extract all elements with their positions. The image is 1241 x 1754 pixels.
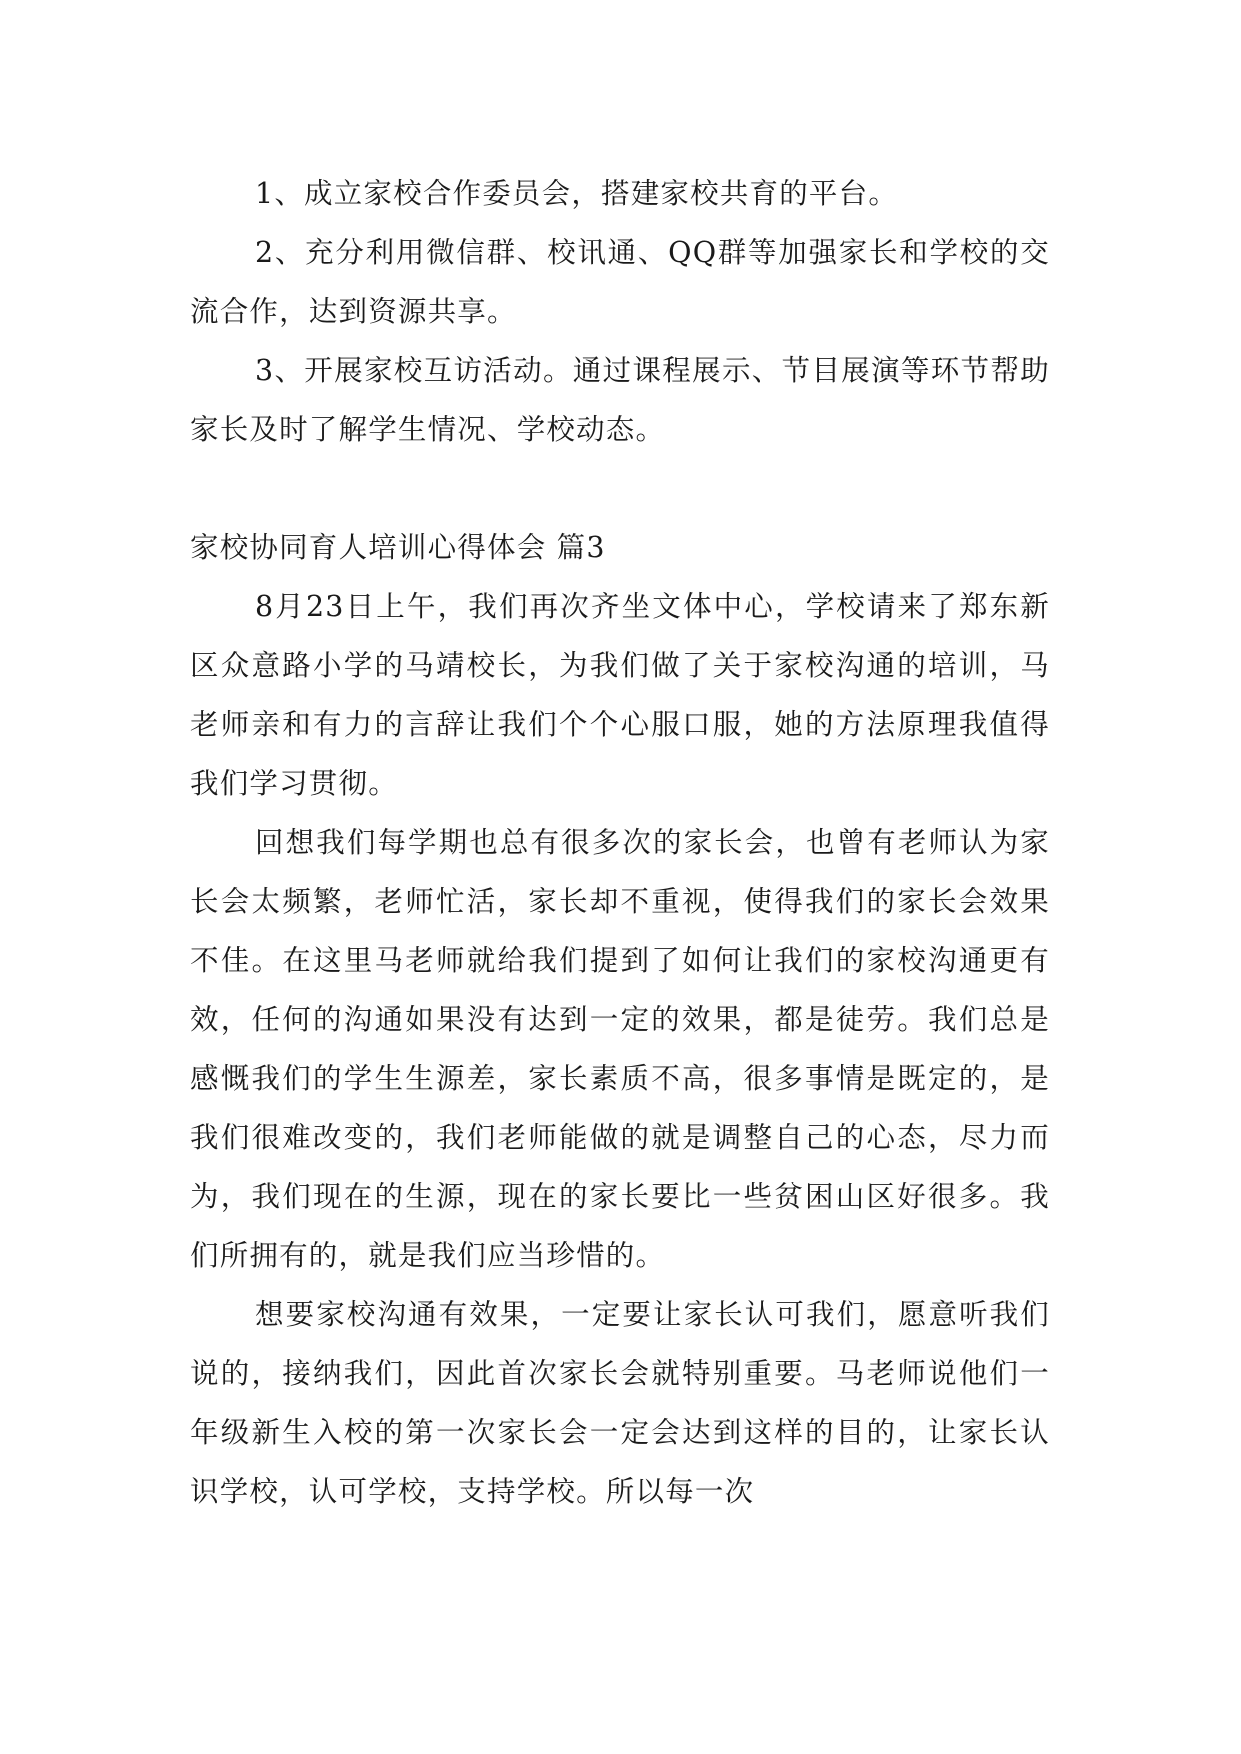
list-item-1: 1、成立家校合作委员会，搭建家校共育的平台。 bbox=[255, 177, 899, 210]
body-paragraph-1: 8月23日上午，我们再次齐坐文体中心，学校请来了郑东新区众意路小学的马靖校长，为我们做了关于家校沟通的培训，马老师亲和有力的言辞让我们个个心服口服，她的方法原理我值得我们学习贯彻。 bbox=[190, 590, 1050, 800]
document-body bbox=[190, 164, 1050, 1521]
section-title: 家校协同育人培训心得体会 篇3 bbox=[190, 531, 606, 564]
body-paragraph-3: 想要家校沟通有效果，一定要让家长认可我们，愿意听我们说的，接纳我们，因此首次家长会就特别重要。马老师说他们一年级新生入校的第一次家长会一定会达到这样的目的，让家长认识学校，认可学校，支持学校。所以每一次 bbox=[190, 1298, 1050, 1508]
list-item-3: 3、开展家校互访活动。通过课程展示、节目展演等环节帮助家长及时了解学生情况、学校动态。 bbox=[190, 354, 1050, 446]
body-paragraph-2: 回想我们每学期也总有很多次的家长会，也曾有老师认为家长会太频繁，老师忙活，家长却不重视，使得我们的家长会效果不佳。在这里马老师就给我们提到了如何让我们的家校沟通更有效，任何的沟通如果没有达到一定的效果，都是徒劳。我们总是感慨我们的学生生源差，家长素质不高，很多事情是既定的，是我们很难改变的，我们老师能做的就是调整自己的心态，尽力而为，我们现在的生源，现在的家长要比一些贫困山区好很多。我们所拥有的，就是我们应当珍惜的。 bbox=[190, 826, 1050, 1272]
list-item-2: 2、充分利用微信群、校讯通、QQ群等加强家长和学校的交流合作，达到资源共享。 bbox=[190, 236, 1050, 328]
